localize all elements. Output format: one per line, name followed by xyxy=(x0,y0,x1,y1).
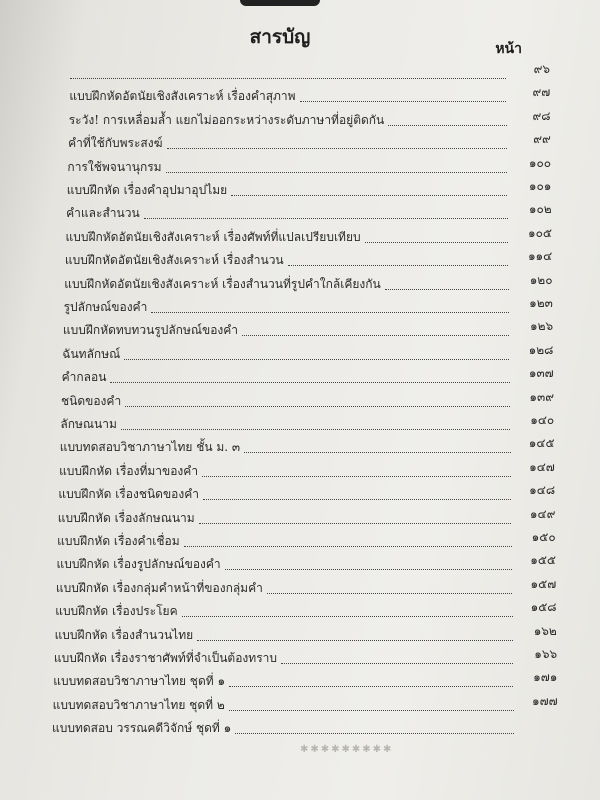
toc-entry-page: ๑๖๒ xyxy=(533,623,557,638)
toc-entry-label: แบบฝึกหัด เรื่องคำเชื่อม xyxy=(57,534,180,548)
toc-leader-dots xyxy=(151,312,509,313)
toc-entry-page: ๑๓๙ xyxy=(529,389,554,404)
toc-leader-dots xyxy=(184,546,512,547)
toc-leader-dots xyxy=(300,101,507,102)
toc-leader-dots xyxy=(124,359,509,360)
toc-entry xyxy=(62,366,554,388)
toc-entry-page: ๑๕๘ xyxy=(530,600,557,615)
toc-entry-label: แบบฝึกหัด เรื่องสำนวนไทย xyxy=(54,627,194,642)
toc-entry xyxy=(69,85,550,107)
toc-entry-page: ๙๙ xyxy=(533,132,551,147)
toc-entry-label: แบบฝึกหัดอัตนัยเชิงสังเคราะห์ เรื่องสำนวนที่รูปคำใกล้เคียงกัน xyxy=(64,276,381,291)
toc-leader-dots xyxy=(225,569,512,570)
toc-leader-dots xyxy=(197,640,513,641)
toc-entry-page: ๑๒๓ xyxy=(529,296,553,310)
toc-entry-page: ๑๓๗ xyxy=(528,366,554,381)
toc-entry-label: แบบทดสอบ วรรณคดีวิจักษ์ ชุดที่ ๑ xyxy=(52,721,232,736)
toc-entry xyxy=(58,507,556,529)
toc-entry xyxy=(54,647,557,669)
toc-entry-page: ๑๔๗ xyxy=(529,459,555,474)
toc-entry-label: แบบฝึกหัด เรื่องราชาศัพท์ที่จำเป็นต้องทราบ xyxy=(53,651,277,665)
toc-entry-label: แบบฝึกหัด เรื่องลักษณนาม xyxy=(57,510,195,525)
toc-entry-page: ๑๐๒ xyxy=(528,202,552,217)
toc-entry-label: การใช้พจนานุกรม xyxy=(67,159,162,174)
toc-leader-dots xyxy=(281,663,513,664)
toc-entry-page: ๑๐๕ xyxy=(527,225,552,240)
toc-entry xyxy=(57,530,556,552)
toc-entry-label: แบบทดสอบวิชาภาษาไทย ชั้น ม. ๓ xyxy=(59,440,241,455)
toc-entry-label: แบบฝึกหัด เรื่องรูปลักษณ์ของคำ xyxy=(56,557,221,572)
toc-entry xyxy=(64,296,553,318)
toc-entry xyxy=(62,343,553,365)
toc-leader-dots xyxy=(110,382,509,383)
toc-entry-label: แบบทดสอบวิชาภาษาไทย ชุดที่ ๒ xyxy=(52,697,225,712)
toc-entry xyxy=(67,156,551,178)
toc-entry xyxy=(55,624,557,646)
toc-entry xyxy=(53,694,558,716)
toc-entry-page: ๑๔๕ xyxy=(528,436,555,451)
toc-entry xyxy=(59,460,555,482)
toc-leader-dots xyxy=(199,523,512,524)
toc-entry-page: ๑๕๐ xyxy=(531,530,556,544)
toc-entry-page: ๑๔๘ xyxy=(529,483,556,498)
toc-leader-dots xyxy=(202,476,511,477)
toc-entry-label: ฉันทลักษณ์ xyxy=(62,346,121,361)
toc-entry-label: แบบฝึกหัด เรื่องคำอุปมาอุปไมย xyxy=(66,183,228,197)
toc-leader-dots xyxy=(388,125,506,126)
toc-leader-dots xyxy=(144,218,508,219)
toc-entry xyxy=(67,179,552,201)
toc-leader-dots xyxy=(70,78,506,79)
toc-entry xyxy=(68,132,551,154)
toc-leader-dots xyxy=(231,195,507,196)
toc-leader-dots xyxy=(244,452,510,453)
toc-entry-label: คำและสำนวน xyxy=(66,206,140,221)
toc-entry-page: ๑๐๑ xyxy=(528,179,552,193)
toc-leader-dots xyxy=(365,242,508,243)
toc-leader-dots xyxy=(203,499,511,500)
toc-entry-page: ๑๒๖ xyxy=(529,319,554,334)
toc-entry-label: แบบฝึกหัดทบทวนรูปลักษณ์ของคำ xyxy=(62,323,239,338)
faded-decoration: ✱✱✱✱✱✱✱✱✱ xyxy=(300,744,394,755)
toc-entry-label: ระวัง! การเหลื่อมล้ำ แยกไม่ออกระหว่างระดับภาษาที่อยู่ติดกัน xyxy=(68,112,385,127)
toc-entry xyxy=(61,390,554,412)
toc-entry-page: ๙๘ xyxy=(532,108,551,123)
toc-entry xyxy=(56,577,556,599)
toc-entry-page: ๑๗๗ xyxy=(532,693,558,708)
toc-entry xyxy=(64,273,552,295)
page-title: สารบัญ xyxy=(249,26,311,48)
toc-entry-page: ๑๔๙ xyxy=(529,506,556,521)
toc-entry xyxy=(69,109,551,131)
toc-entry-page: ๑๖๖ xyxy=(534,647,558,661)
toc-leader-dots xyxy=(229,686,513,687)
toc-entry xyxy=(66,226,553,248)
toc-entry-page: ๑๒๘ xyxy=(528,342,554,357)
toc-entry-page: ๙๗ xyxy=(532,85,551,100)
toc-entry-label: แบบฝึกหัด เรื่องกลุ่มคำหน้าที่ของกลุ่มคำ xyxy=(55,580,263,595)
toc-entry-label: คำกลอน xyxy=(61,370,107,385)
toc-entry-label: รูปลักษณ์ของคำ xyxy=(63,300,148,314)
toc-entry-label: ชนิดของคำ xyxy=(61,393,122,408)
toc-leader-dots xyxy=(288,265,509,266)
toc-entry-label: คำที่ใช้กับพระสงฆ์ xyxy=(68,136,163,151)
toc-entry-page: ๙๖ xyxy=(533,62,550,76)
toc-leader-dots xyxy=(166,172,508,173)
toc-entry xyxy=(60,413,554,435)
toc-entry xyxy=(53,670,557,692)
toc-entry xyxy=(65,249,552,271)
toc-entry xyxy=(57,553,557,575)
toc-leader-dots xyxy=(125,406,510,407)
toc-entry-page: ๑๕๕ xyxy=(530,553,556,568)
toc-entry-label: แบบทดสอบวิชาภาษาไทย ชุดที่ ๑ xyxy=(53,674,226,689)
toc-leader-dots xyxy=(182,616,513,617)
toc-leader-dots xyxy=(242,335,509,336)
toc-entry xyxy=(60,436,555,458)
toc-entry-label: แบบฝึกหัด เรื่องที่มาของคำ xyxy=(59,463,199,478)
toc-entry-label: แบบฝึกหัดอัตนัยเชิงสังเคราะห์ เรื่องคำสุภาพ xyxy=(69,89,296,104)
toc-leader-dots xyxy=(385,289,509,290)
page-column-header: หน้า xyxy=(495,41,522,57)
toc-entry-page: ๑๕๗ xyxy=(530,576,557,591)
toc-entry-page: ๑๗๑ xyxy=(533,670,558,685)
toc-entry xyxy=(63,319,553,341)
toc-entry-page: ๑๔๐ xyxy=(530,413,555,427)
toc-entry xyxy=(58,483,555,505)
toc-entry xyxy=(55,600,556,622)
toc-entry-label: ลักษณนาม xyxy=(60,417,117,431)
toc-entry-label: แบบฝึกหัด เรื่องประโยค xyxy=(55,604,178,619)
toc-entry-page: ๑๐๐ xyxy=(528,155,552,170)
toc-leader-dots xyxy=(121,429,510,430)
toc-leader-dots xyxy=(267,593,512,594)
toc-entry xyxy=(66,202,552,224)
toc-entry xyxy=(70,62,550,84)
toc-entry-page: ๑๒๐ xyxy=(529,272,553,287)
toc-leader-dots xyxy=(229,710,514,711)
toc-leader-dots xyxy=(167,148,507,149)
toc-entry-page: ๑๑๔ xyxy=(527,249,553,264)
toc-entry xyxy=(52,717,558,739)
toc-entry-label: แบบฝึกหัดอัตนัยเชิงสังเคราะห์ เรื่องสำนวน xyxy=(64,253,284,268)
toc-entry-label: แบบฝึกหัด เรื่องชนิดของคำ xyxy=(58,487,199,502)
toc-leader-dots xyxy=(235,733,514,734)
toc-entry-label: แบบฝึกหัดอัตนัยเชิงสังเคราะห์ เรื่องศัพท์ที่แปลเปรียบเทียบ xyxy=(65,229,361,244)
